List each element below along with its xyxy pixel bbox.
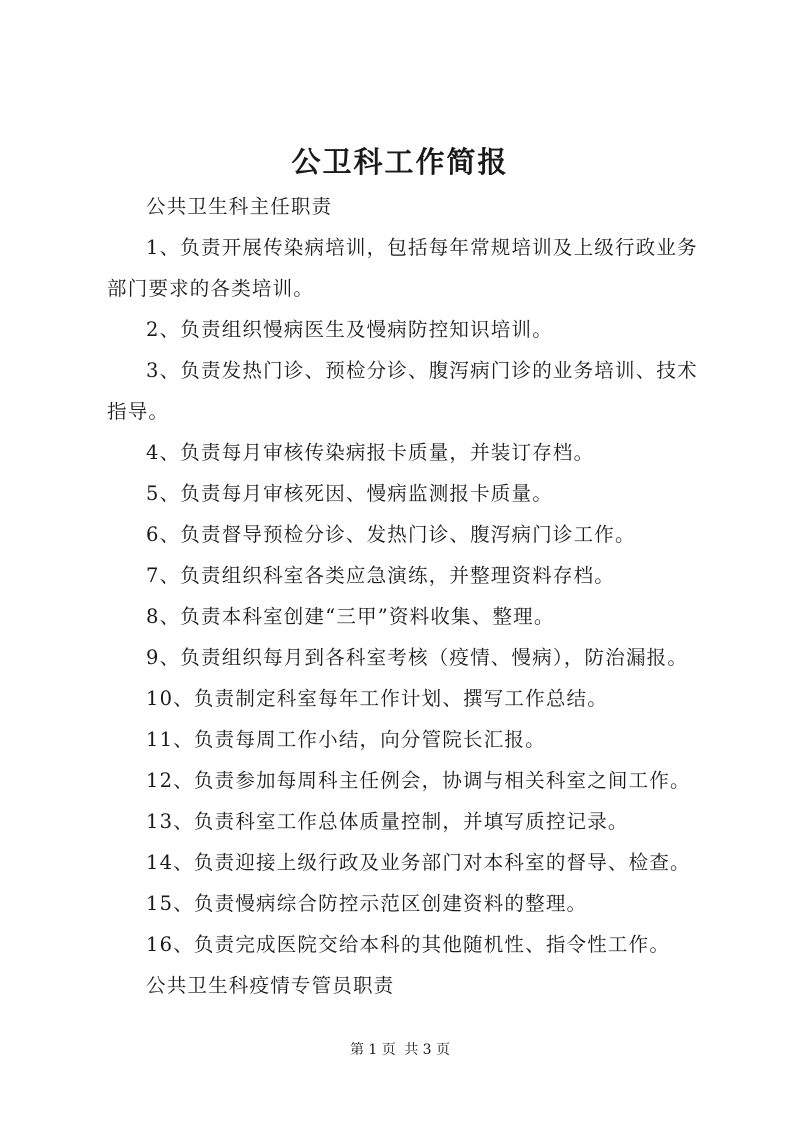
duty-item: 1、负责开展传染病培训，包括每年常规培训及上级行政业务部门要求的各类培训。 xyxy=(107,236,698,300)
duty-item: 15、负责慢病综合防控示范区创建资料的整理。 xyxy=(146,892,588,915)
page-footer xyxy=(0,1040,800,1060)
duty-item: 13、负责科室工作总体质量控制，并填写质控记录。 xyxy=(146,810,629,833)
duty-item: 10、负责制定科室每年工作计划、撰写工作总结。 xyxy=(146,687,608,710)
page-number: 第 1 页 xyxy=(349,1042,396,1058)
duty-item: 5、负责每月审核死因、慢病监测报卡质量。 xyxy=(146,482,553,505)
duty-item: 11、负责每周工作小结，向分管院长汇报。 xyxy=(146,728,546,751)
document-body xyxy=(107,186,707,1006)
section-heading: 公共卫生科疫情专管员职责 xyxy=(146,974,395,997)
duty-item: 12、负责参加每周科主任例会，协调与相关科室之间工作。 xyxy=(146,769,691,792)
duty-item: 7、负责组织科室各类应急演练，并整理资料存档。 xyxy=(146,564,616,587)
duty-item: 4、负责每月审核传染病报卡质量，并装订存档。 xyxy=(146,441,595,464)
section-heading: 公共卫生科主任职责 xyxy=(146,195,333,218)
duty-item: 14、负责迎接上级行政及业务部门对本科室的督导、检查。 xyxy=(146,851,691,874)
duty-item: 6、负责督导预检分诊、发热门诊、腹泻病门诊工作。 xyxy=(146,523,636,546)
document-title: 公卫科工作简报 xyxy=(291,145,509,179)
duty-item: 9、负责组织每月到各科室考核（疫情、慢病），防治漏报。 xyxy=(146,646,689,669)
page-total: 共 3 页 xyxy=(404,1042,451,1058)
duty-item: 8、负责本科室创建“三甲”资料收集、整理。 xyxy=(146,605,555,628)
duty-item: 3、负责发热门诊、预检分诊、腹泻病门诊的业务培训、技术指导。 xyxy=(107,359,698,423)
duty-item: 2、负责组织慢病医生及慢病防控知识培训。 xyxy=(146,318,553,341)
duty-item: 16、负责完成医院交给本科的其他随机性、指令性工作。 xyxy=(146,933,671,956)
